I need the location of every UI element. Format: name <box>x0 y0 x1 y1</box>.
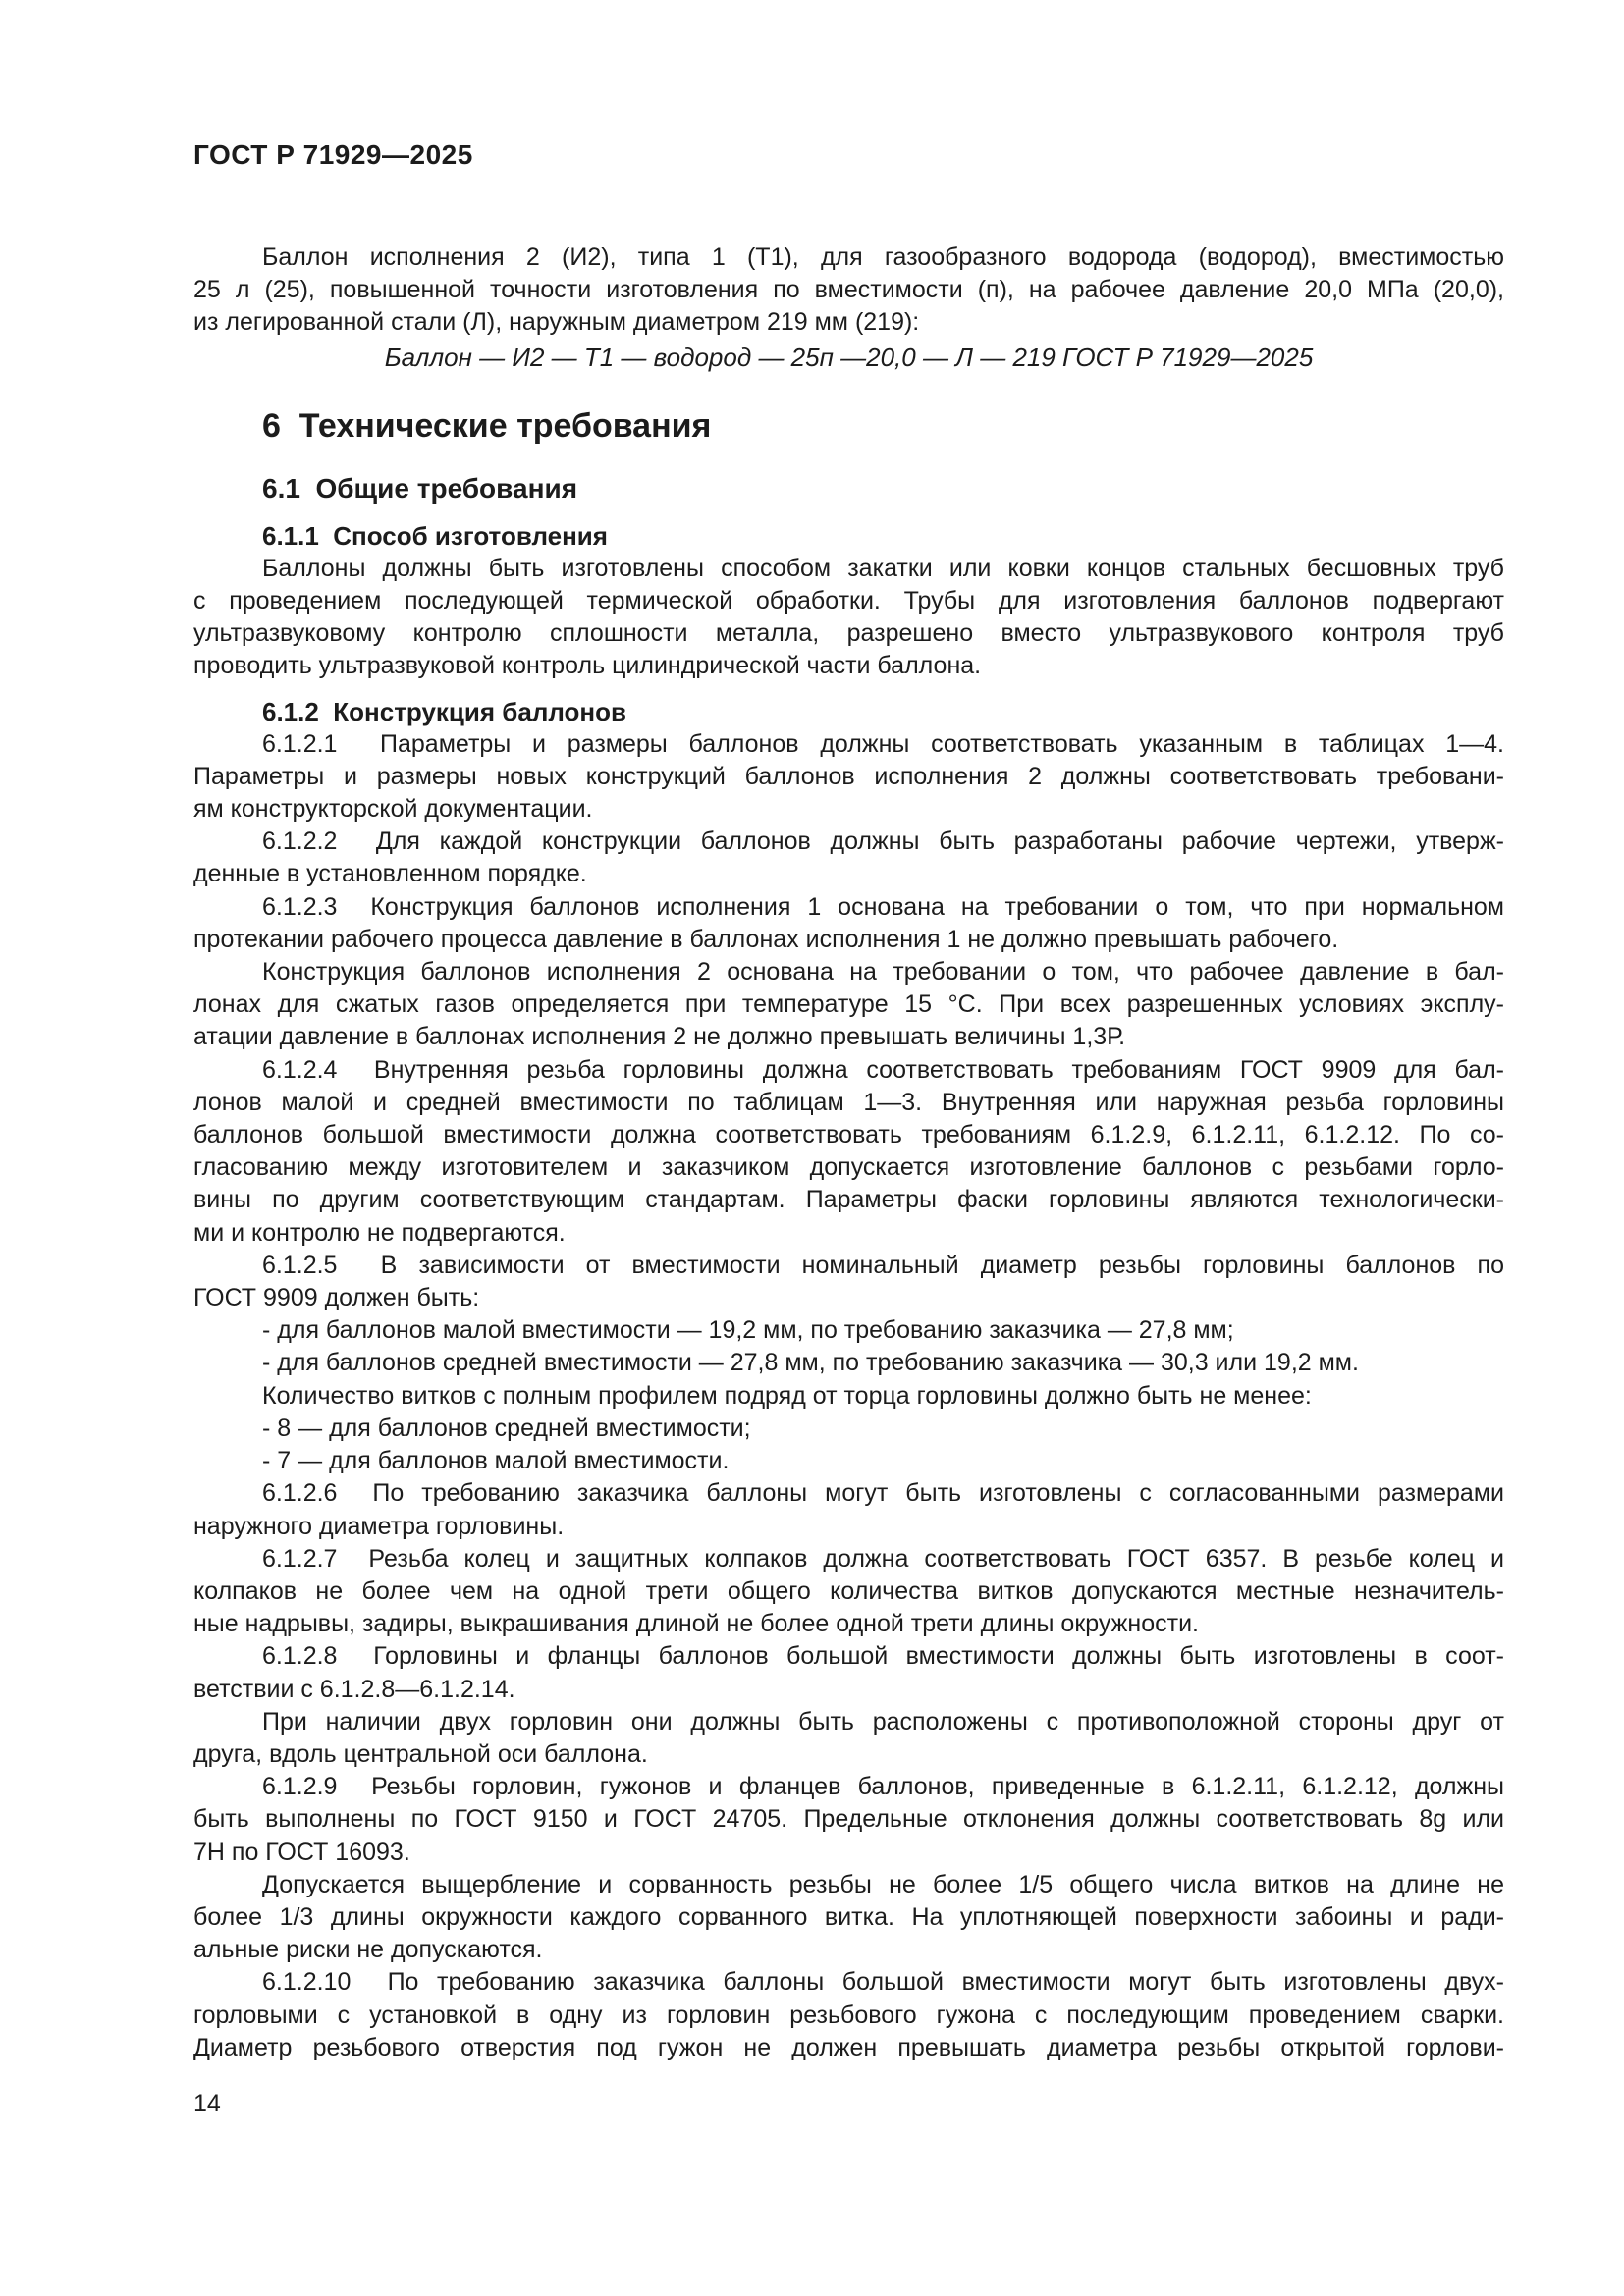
text-line: 6.1.2.1 Параметры и размеры баллонов должны соответствовать указанным в таблицах 1—4. <box>262 729 1504 758</box>
page-number: 14 <box>193 2089 221 2117</box>
clause-6-1-2-7-paragraph <box>193 1543 1504 1641</box>
text-line: 6.1.2.10 По требованию заказчика баллоны большой вместимости могут быть изготовлены двух- <box>262 1968 1504 1997</box>
list-item-small-capacity <box>193 1314 1504 1347</box>
clause-6-1-2-5-paragraph <box>193 1250 1504 1314</box>
text-line: - для баллонов малой вместимости — 19,2 мм, по требованию заказчика — 27,8 мм; <box>262 1316 1234 1345</box>
clause-6-1-2-8-paragraph <box>193 1640 1504 1705</box>
text-line: - 8 — для баллонов средней вместимости; <box>262 1414 751 1442</box>
text-line: 6.1.2.9 Резьбы горловин, гужонов и фланцев баллонов, приведенные в 6.1.2.11, 6.1.2.12, должны <box>262 1773 1504 1801</box>
text-line: с проведением последующей термической обработки. Трубы для изготовления баллонов подвергают <box>193 587 1504 615</box>
text-line: 6.1.1 Способ изготовления <box>262 520 608 551</box>
clause-6-1-2-6-paragraph <box>193 1477 1504 1542</box>
clause-heading-6-1-1 <box>262 519 1504 553</box>
text-line: Конструкция баллонов исполнения 2 основана на требовании о том, что рабочее давление в бал- <box>262 958 1504 987</box>
text-line: 25 л (25), повышенной точности изготовления по вместимости (п), на рабочее давление 20,0 МПа (20,0), <box>193 276 1504 304</box>
text-line: ям конструкторской документации. <box>193 795 593 824</box>
text-line: - для баллонов средней вместимости — 27,8 мм, по требованию заказчика — 30,3 или 19,2 мм. <box>262 1349 1359 1377</box>
text-line: проводить ультразвуковой контроль цилиндрической части баллона. <box>193 652 982 680</box>
text-line: ГОСТ 9909 должен быть: <box>193 1284 480 1312</box>
clause-6-1-2-1-paragraph <box>193 728 1504 827</box>
text-line: колпаков не более чем на одной трети общего количества витков допускаются местные незначитель- <box>193 1576 1504 1605</box>
text-line: 7Н по ГОСТ 16093. <box>193 1838 410 1866</box>
clause-6-1-2-10-paragraph <box>193 1966 1504 2064</box>
subsection-heading-6-1 <box>262 470 1504 507</box>
text-line: из легированной стали (Л), наружным диаметром 219 мм (219): <box>193 308 920 337</box>
text-line: 6.1.2.5 В зависимости от вместимости номинальный диаметр резьбы горловины баллонов по <box>262 1251 1504 1279</box>
text-line: Баллон — И2 — Т1 — водород — 25п —20,0 — Л — 219 ГОСТ Р 71929—2025 <box>384 342 1314 372</box>
text-line: ветствии с 6.1.2.8—6.1.2.14. <box>193 1675 515 1703</box>
text-line: Параметры и размеры новых конструкций баллонов исполнения 2 должны соответствовать требовани- <box>193 762 1504 790</box>
list-item-7-turns <box>193 1445 1504 1477</box>
text-line: - 7 — для баллонов малой вместимости. <box>262 1447 730 1475</box>
text-line: 6.1.2.4 Внутренняя резьба горловины должна соответствовать требованиям ГОСТ 9909 для бал- <box>262 1055 1504 1084</box>
clause-6-1-1-paragraph <box>193 553 1504 683</box>
designation-example <box>193 342 1504 374</box>
intro-paragraph <box>193 241 1504 340</box>
text-line: 6 Технические требования <box>262 406 712 445</box>
text-line: Количество витков с полным профилем подряд от торца горловины должно быть не менее: <box>262 1381 1312 1410</box>
text-line: 6.1.2.2 Для каждой конструкции баллонов должны быть разработаны рабочие чертежи, утверж- <box>262 828 1504 856</box>
text-line: 6.1.2 Конструкция баллонов <box>262 696 626 726</box>
text-line: лонов малой и средней вместимости по таблицам 1—3. Внутренняя или наружная резьба горловины <box>193 1088 1504 1116</box>
text-line: альные риски не допускаются. <box>193 1936 543 1964</box>
text-line: наружного диаметра горловины. <box>193 1512 565 1540</box>
text-line: вины по другим соответствующим стандартам. Параметры фаски горловины являются технологически- <box>193 1186 1504 1214</box>
list-item-8-turns <box>193 1413 1504 1445</box>
text-line: 6.1.2.3 Конструкция баллонов исполнения 1 основана на требовании о том, что при нормальном <box>262 892 1504 921</box>
clause-6-1-2-5-paragraph-2 <box>193 1380 1504 1413</box>
text-line: ми и контролю не подвергаются. <box>193 1218 566 1247</box>
text-line: Допускается выщербление и сорванность резьбы не более 1/5 общего числа витков на длине не <box>262 1870 1504 1898</box>
clause-6-1-2-8-paragraph-2 <box>193 1706 1504 1771</box>
clause-6-1-2-4-paragraph <box>193 1054 1504 1250</box>
clause-6-1-2-3-paragraph-2 <box>193 956 1504 1054</box>
clause-6-1-2-9-paragraph <box>193 1771 1504 1869</box>
text-line: лонах для сжатых газов определяется при температуре 15 °С. При всех разрешенных условиях эксплу- <box>193 990 1504 1019</box>
text-line: Баллон исполнения 2 (И2), типа 1 (Т1), для газообразного водорода (водород), вместимостью <box>262 243 1504 271</box>
text-line: быть выполнены по ГОСТ 9150 и ГОСТ 24705. Предельные отклонения должны соответствовать 8g или <box>193 1805 1504 1834</box>
text-line: Баллоны должны быть изготовлены способом закатки или ковки концов стальных бесшовных труб <box>262 554 1504 582</box>
text-line: атации давление в баллонах исполнения 2 не должно превышать величины 1,3Р. <box>193 1023 1126 1051</box>
text-line: протекании рабочего процесса давление в баллонах исполнения 1 не должно превышать рабочего. <box>193 925 1339 953</box>
clause-6-1-2-2-paragraph <box>193 826 1504 890</box>
text-line: баллонов большой вместимости должна соответствовать требованиям 6.1.2.9, 6.1.2.11, 6.1.2.12. По со- <box>193 1121 1504 1149</box>
document-body <box>193 241 1504 2064</box>
clause-6-1-2-9-paragraph-2 <box>193 1869 1504 1967</box>
text-line: ультразвуковому контролю сплошности металла, разрешено вместо ультразвукового контроля труб <box>193 619 1504 648</box>
text-line: 6.1 Общие требования <box>262 472 578 504</box>
doc-code-header: ГОСТ Р 71929—2025 <box>193 139 473 170</box>
text-line: 6.1.2.7 Резьба колец и защитных колпаков должна соответствовать ГОСТ 6357. В резьбе колец и <box>262 1544 1504 1573</box>
text-line: горловыми с установкой в одну из горловин резьбового гужона с последующим проведением сварки. <box>193 2001 1504 2029</box>
list-item-medium-capacity <box>193 1347 1504 1379</box>
clause-heading-6-1-2 <box>262 695 1504 728</box>
text-line: ные надрывы, задиры, выкрашивания длиной не более одной трети длины окружности. <box>193 1610 1199 1638</box>
text-line: друга, вдоль центральной оси баллона. <box>193 1739 648 1768</box>
text-line: гласованию между изготовителем и заказчиком допускается изготовление баллонов с резьбами горло- <box>193 1153 1504 1182</box>
text-line: 6.1.2.6 По требованию заказчика баллоны могут быть изготовлены с согласованными размерами <box>262 1479 1504 1508</box>
text-line: При наличии двух горловин они должны быть расположены с противоположной стороны друг от <box>262 1707 1504 1735</box>
text-line: денные в установленном порядке. <box>193 860 587 888</box>
text-line: Диаметр резьбового отверстия под гужон не должен превышать диаметра резьбы открытой горлови- <box>193 2033 1504 2061</box>
clause-6-1-2-3-paragraph <box>193 891 1504 956</box>
text-line: более 1/3 длины окружности каждого сорванного витка. На уплотняющей поверхности забоины и ради- <box>193 1902 1504 1931</box>
section-heading-6 <box>262 403 1504 449</box>
text-line: 6.1.2.8 Горловины и фланцы баллонов большой вместимости должны быть изготовлены в соот- <box>262 1642 1504 1671</box>
